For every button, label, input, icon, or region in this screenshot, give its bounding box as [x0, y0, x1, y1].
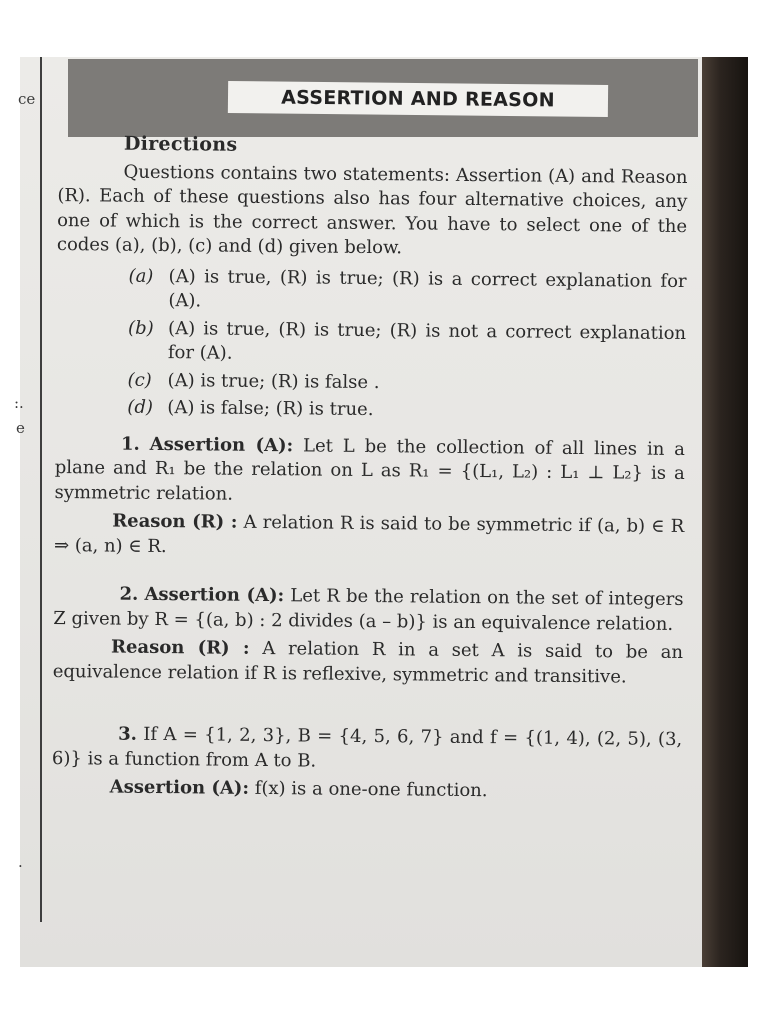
answer-code-text: (A) is false; (R) is true. [167, 397, 374, 421]
answer-code-text: (A) is true, (R) is true; (R) is not a correct explanation for (A). [167, 317, 687, 364]
answer-code-item [128, 264, 686, 318]
directions-text: Questions contains two statements: Assertion (A) and Reason (R). Each of these questions also has four alternative choices, any one of which is the correct answer. You have to select one of the codes (a), (b), (c) and (d) given below. [56, 161, 688, 259]
answer-code-label: (a) [128, 265, 154, 287]
answer-code-item [128, 316, 686, 370]
question-3-intro [52, 722, 682, 777]
photo-frame [14, 57, 748, 967]
section-banner [68, 59, 698, 137]
page-content [52, 131, 688, 806]
answer-codes [127, 264, 686, 425]
question-intro-text: If A = {1, 2, 3}, B = {4, 5, 6, 7} and f = {(1, 4), (2, 5), (3, 6)} is a function from A to B. [51, 723, 683, 772]
answer-code-text: (A) is true; (R) is false . [167, 369, 380, 393]
question-number: 2. [119, 583, 139, 605]
margin-fragment: ce [18, 90, 36, 108]
reason-label: Reason (R) : [110, 636, 250, 659]
answer-code-label: (b) [128, 317, 154, 339]
answer-code-item [127, 396, 685, 426]
assertion-label: Assertion (A): [144, 583, 285, 607]
reason-text: A relation R in a set A is said to be an equivalence relation if R is reflexive, symmetric and transitive. [52, 637, 684, 687]
answer-code-item [127, 368, 685, 398]
reason-text: A relation R is said to be symmetric if (a, b) ∈ R ⇒ (a, n) ∈ R. [53, 511, 685, 557]
section-title: ASSERTION AND REASON [281, 86, 555, 112]
question-1-assertion [54, 431, 685, 511]
book-edge-shadow [702, 57, 748, 967]
answer-code-label: (c) [127, 369, 152, 391]
section-title-box [228, 81, 608, 117]
answer-code-label: (d) [127, 396, 154, 418]
margin-fragment: :. [14, 394, 24, 412]
question-3-assertion [52, 775, 682, 806]
margin-rule [40, 57, 42, 922]
assertion-text: Let R be the relation on the set of integers Z given by R = {(a, b) : 2 divides (a – b)} is an equivalence relation. [53, 585, 684, 635]
directions-heading: Directions [123, 132, 238, 156]
margin-fragment: e [16, 419, 25, 437]
assertion-label: Assertion (A): [109, 776, 250, 799]
question-number: 3. [118, 723, 138, 745]
question-number: 1. [120, 433, 140, 455]
margin-fragment: . [18, 853, 23, 871]
reason-label: Reason (R) : [112, 510, 238, 533]
answer-code-text: (A) is true, (R) is true; (R) is a correct explanation for (A). [168, 265, 687, 312]
question-2-assertion [53, 582, 683, 637]
assertion-text: Let L be the collection of all lines in a plane and R₁ be the relation on L as R₁ = {(L₁, L₂) : L₁ ⊥ L₂} is a symmetric relation. [54, 434, 686, 505]
book-page [14, 57, 702, 967]
question-2-reason [53, 635, 683, 690]
assertion-text: f(x) is a one-one function. [254, 777, 488, 802]
question-1-reason [54, 509, 684, 564]
assertion-label: Assertion (A): [149, 433, 294, 456]
